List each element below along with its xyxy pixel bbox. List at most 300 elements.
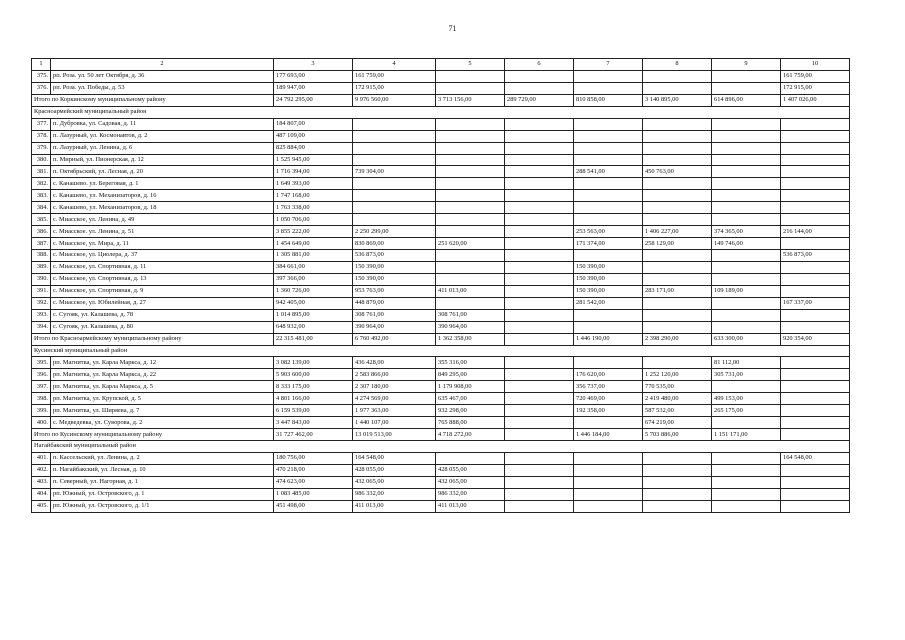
- amount-cell: 448 879,00: [353, 297, 436, 309]
- amount-cell: [505, 321, 574, 333]
- amount-cell: 161 759,00: [353, 70, 436, 82]
- amount-cell: [505, 226, 574, 238]
- section-row: [32, 106, 850, 118]
- amount-cell: [574, 250, 643, 262]
- amount-cell: 1 454 649,00: [274, 238, 353, 250]
- row-number: 375.: [32, 70, 51, 82]
- amount-cell: 1 440 107,00: [353, 417, 436, 429]
- amount-cell: 150 390,00: [574, 273, 643, 285]
- amount-cell: [353, 178, 436, 190]
- table-row: [32, 417, 850, 429]
- amount-cell: 390 964,00: [436, 321, 505, 333]
- amount-cell: [436, 261, 505, 273]
- amount-cell: 289 729,00: [505, 94, 574, 106]
- amount-cell: [643, 154, 712, 166]
- amount-cell: [643, 488, 712, 500]
- amount-cell: [505, 202, 574, 214]
- amount-cell: [436, 226, 505, 238]
- total-row: [32, 333, 850, 345]
- amount-cell: 3 447 843,00: [274, 417, 353, 429]
- amount-cell: 374 365,00: [712, 226, 781, 238]
- table-row: [32, 190, 850, 202]
- amount-cell: [505, 214, 574, 226]
- amount-cell: 4 801 166,00: [274, 393, 353, 405]
- amount-cell: 13 019 513,00: [353, 429, 436, 441]
- amount-cell: [643, 464, 712, 476]
- amount-cell: 1 747 168,00: [274, 190, 353, 202]
- amount-cell: [643, 178, 712, 190]
- amount-cell: [505, 369, 574, 381]
- amount-cell: 167 337,00: [781, 297, 850, 309]
- amount-cell: [712, 202, 781, 214]
- amount-cell: [712, 166, 781, 178]
- amount-cell: 8 333 175,00: [274, 381, 353, 393]
- amount-cell: [505, 142, 574, 154]
- address-cell: с. Миасское, ул. Спортивная, д. 13: [51, 273, 274, 285]
- column-header: 8: [643, 59, 712, 71]
- amount-cell: 4 718 272,00: [436, 429, 505, 441]
- amount-cell: 614 896,00: [712, 94, 781, 106]
- amount-cell: 986 332,00: [436, 488, 505, 500]
- amount-cell: 305 731,00: [712, 369, 781, 381]
- amount-cell: [505, 261, 574, 273]
- row-number: 384.: [32, 202, 51, 214]
- amount-cell: 1 406 227,00: [643, 226, 712, 238]
- address-cell: рп. Южный, ул. Островского, д. 1: [51, 488, 274, 500]
- amount-cell: 253 563,00: [574, 226, 643, 238]
- amount-cell: [781, 417, 850, 429]
- amount-cell: [353, 154, 436, 166]
- amount-cell: 1 050 706,00: [274, 214, 353, 226]
- amount-cell: [574, 190, 643, 202]
- amount-cell: 765 888,00: [436, 417, 505, 429]
- amount-cell: [712, 476, 781, 488]
- amount-cell: [436, 297, 505, 309]
- amount-cell: [781, 178, 850, 190]
- amount-cell: 308 761,00: [353, 309, 436, 321]
- row-number: 378.: [32, 130, 51, 142]
- total-row: [32, 429, 850, 441]
- amount-cell: 164 548,00: [353, 452, 436, 464]
- amount-cell: [643, 357, 712, 369]
- amount-cell: [712, 70, 781, 82]
- amount-cell: [712, 273, 781, 285]
- amount-cell: [574, 178, 643, 190]
- table-row: [32, 381, 850, 393]
- amount-cell: [353, 142, 436, 154]
- amount-cell: [712, 381, 781, 393]
- address-cell: с. Миасское. ул. Ленина, д. 51: [51, 226, 274, 238]
- amount-cell: 1 252 120,00: [643, 369, 712, 381]
- amount-cell: 3 140 895,00: [643, 94, 712, 106]
- table-row: [32, 488, 850, 500]
- total-row: [32, 94, 850, 106]
- address-cell: п. Дубровка, ул. Садовая, д. 11: [51, 118, 274, 130]
- amount-cell: [574, 309, 643, 321]
- amount-cell: 1 362 358,00: [436, 333, 505, 345]
- amount-cell: [781, 357, 850, 369]
- amount-cell: [712, 190, 781, 202]
- amount-cell: 6 760 492,00: [353, 333, 436, 345]
- amount-cell: 177 693,00: [274, 70, 353, 82]
- table-row: [32, 393, 850, 405]
- amount-cell: 920 354,00: [781, 333, 850, 345]
- table-row: [32, 297, 850, 309]
- amount-cell: 281 542,00: [574, 297, 643, 309]
- amount-cell: [712, 214, 781, 226]
- address-cell: с. Миасское, ул. Спортивная, д. 11: [51, 261, 274, 273]
- row-number: 386.: [32, 226, 51, 238]
- amount-cell: 2 307 180,00: [353, 381, 436, 393]
- amount-cell: 470 218,00: [274, 464, 353, 476]
- amount-cell: [781, 214, 850, 226]
- column-header: 7: [574, 59, 643, 71]
- table-row: [32, 464, 850, 476]
- amount-cell: [505, 405, 574, 417]
- amount-cell: 149 746,00: [712, 238, 781, 250]
- amount-cell: 308 761,00: [436, 309, 505, 321]
- address-cell: п. Нагайбакский, ул. Лесная, д. 10: [51, 464, 274, 476]
- amount-cell: 172 915,00: [781, 82, 850, 94]
- amount-cell: 150 390,00: [574, 261, 643, 273]
- amount-cell: 216 144,00: [781, 226, 850, 238]
- amount-cell: [781, 500, 850, 512]
- row-number: 395.: [32, 357, 51, 369]
- amount-cell: 739 304,00: [353, 166, 436, 178]
- amount-cell: 953 763,00: [353, 285, 436, 297]
- amount-cell: [505, 297, 574, 309]
- amount-cell: 648 932,00: [274, 321, 353, 333]
- amount-cell: 942 405,00: [274, 297, 353, 309]
- address-cell: с. Миасское, ул. Мира, д. 11: [51, 238, 274, 250]
- address-cell: п. Октябрьский, ул. Лесная, д. 20: [51, 166, 274, 178]
- table-row: [32, 178, 850, 190]
- amount-cell: 5 703 886,00: [643, 429, 712, 441]
- amount-cell: [436, 452, 505, 464]
- address-cell: рп. Магнитка, ул. Карла Маркса, д. 12: [51, 357, 274, 369]
- amount-cell: [643, 250, 712, 262]
- amount-cell: 4 274 569,00: [353, 393, 436, 405]
- amount-cell: [505, 285, 574, 297]
- address-cell: с. Сугояк, ул. Калашева, д. 80: [51, 321, 274, 333]
- table-row: [32, 500, 850, 512]
- amount-cell: [436, 178, 505, 190]
- amount-cell: [712, 417, 781, 429]
- amount-cell: [505, 82, 574, 94]
- row-number: 390.: [32, 273, 51, 285]
- amount-cell: [643, 70, 712, 82]
- amount-cell: [574, 118, 643, 130]
- amount-cell: 1 649 393,00: [274, 178, 353, 190]
- amount-cell: [712, 500, 781, 512]
- amount-cell: 428 055,00: [353, 464, 436, 476]
- amount-cell: [712, 464, 781, 476]
- section-row: [32, 345, 850, 357]
- amount-cell: 499 153,00: [712, 393, 781, 405]
- address-cell: рп. Магнитка, ул. Ширяева, д. 7: [51, 405, 274, 417]
- table-row: [32, 405, 850, 417]
- amount-cell: [505, 464, 574, 476]
- amount-cell: [712, 250, 781, 262]
- address-cell: рп. Магнитка, ул. Карла Маркса, д. 5: [51, 381, 274, 393]
- amount-cell: 1 763 338,00: [274, 202, 353, 214]
- row-number: 380.: [32, 154, 51, 166]
- amount-cell: [505, 70, 574, 82]
- total-label: Итого по Коркинскому муниципальному району: [32, 94, 274, 106]
- amount-cell: [781, 273, 850, 285]
- address-cell: с. Миасское, ул. Спортивная, д. 9: [51, 285, 274, 297]
- row-number: 391.: [32, 285, 51, 297]
- amount-cell: 176 620,00: [574, 369, 643, 381]
- amount-cell: [574, 321, 643, 333]
- amount-cell: [505, 273, 574, 285]
- amount-cell: 150 390,00: [574, 285, 643, 297]
- amount-cell: 1 305 881,00: [274, 250, 353, 262]
- amount-cell: [505, 250, 574, 262]
- data-table: [31, 58, 850, 513]
- address-cell: с. Канашево, ул. Механизаторов, д. 18: [51, 202, 274, 214]
- amount-cell: [643, 476, 712, 488]
- section-title: Нагайбакский муниципальный район: [32, 441, 850, 453]
- amount-cell: [781, 369, 850, 381]
- address-cell: п. Кассельский, ул. Ленина, д. 2: [51, 452, 274, 464]
- amount-cell: 150 390,00: [353, 261, 436, 273]
- amount-cell: 172 915,00: [353, 82, 436, 94]
- amount-cell: [505, 500, 574, 512]
- amount-cell: 487 109,00: [274, 130, 353, 142]
- amount-cell: [643, 452, 712, 464]
- amount-cell: 536 873,00: [781, 250, 850, 262]
- amount-cell: 1 446 184,00: [574, 429, 643, 441]
- amount-cell: [781, 166, 850, 178]
- amount-cell: 390 964,00: [353, 321, 436, 333]
- amount-cell: [781, 238, 850, 250]
- amount-cell: [353, 214, 436, 226]
- amount-cell: [574, 214, 643, 226]
- amount-cell: 411 013,00: [353, 500, 436, 512]
- row-number: 398.: [32, 393, 51, 405]
- row-number: 396.: [32, 369, 51, 381]
- address-cell: п. Мирный, ул. Пионерская, д. 12: [51, 154, 274, 166]
- total-label: Итого по Кусинскому муниципальному району: [32, 429, 274, 441]
- amount-cell: 436 428,00: [353, 357, 436, 369]
- address-cell: с. Медведевка, ул. Суворова, д. 2: [51, 417, 274, 429]
- table-row: [32, 154, 850, 166]
- amount-cell: 384 661,00: [274, 261, 353, 273]
- table-row: [32, 273, 850, 285]
- amount-cell: [712, 142, 781, 154]
- total-label: Итого по Красноармейскому муниципальному району: [32, 333, 274, 345]
- row-number: 377.: [32, 118, 51, 130]
- amount-cell: 5 903 600,00: [274, 369, 353, 381]
- amount-cell: [505, 118, 574, 130]
- row-number: 383.: [32, 190, 51, 202]
- amount-cell: [781, 476, 850, 488]
- amount-cell: 81 112,00: [712, 357, 781, 369]
- amount-cell: [436, 202, 505, 214]
- amount-cell: [574, 452, 643, 464]
- amount-cell: 986 332,00: [353, 488, 436, 500]
- amount-cell: [712, 178, 781, 190]
- amount-cell: [574, 202, 643, 214]
- amount-cell: [643, 500, 712, 512]
- amount-cell: [643, 261, 712, 273]
- amount-cell: [353, 190, 436, 202]
- column-header: 6: [505, 59, 574, 71]
- amount-cell: 1 014 895,00: [274, 309, 353, 321]
- amount-cell: 428 055,00: [436, 464, 505, 476]
- row-number: 382.: [32, 178, 51, 190]
- amount-cell: 2 398 290,00: [643, 333, 712, 345]
- amount-cell: 474 623,00: [274, 476, 353, 488]
- amount-cell: [574, 488, 643, 500]
- table-row: [32, 118, 850, 130]
- amount-cell: 635 467,00: [436, 393, 505, 405]
- amount-cell: [643, 82, 712, 94]
- amount-cell: 536 873,00: [353, 250, 436, 262]
- amount-cell: [781, 464, 850, 476]
- amount-cell: [505, 429, 574, 441]
- amount-cell: [712, 309, 781, 321]
- table-row: [32, 309, 850, 321]
- amount-cell: 164 548,00: [781, 452, 850, 464]
- amount-cell: 1 525 945,00: [274, 154, 353, 166]
- row-number: 376.: [32, 82, 51, 94]
- amount-cell: [643, 118, 712, 130]
- amount-cell: [781, 393, 850, 405]
- column-header: 4: [353, 59, 436, 71]
- amount-cell: [781, 309, 850, 321]
- amount-cell: [712, 452, 781, 464]
- address-cell: с. Сугояк, ул. Калашева, д. 78: [51, 309, 274, 321]
- amount-cell: [712, 82, 781, 94]
- amount-cell: [505, 393, 574, 405]
- amount-cell: 288 541,00: [574, 166, 643, 178]
- row-number: 403.: [32, 476, 51, 488]
- amount-cell: 9 976 560,00: [353, 94, 436, 106]
- amount-cell: 180 756,00: [274, 452, 353, 464]
- address-cell: п. Лазурный, ул. Космонавтов, д. 2: [51, 130, 274, 142]
- table-row: [32, 238, 850, 250]
- amount-cell: 3 855 222,00: [274, 226, 353, 238]
- page-number: 71: [448, 24, 457, 33]
- amount-cell: [712, 321, 781, 333]
- table-row: [32, 130, 850, 142]
- table-row: [32, 142, 850, 154]
- amount-cell: [781, 405, 850, 417]
- amount-cell: [643, 202, 712, 214]
- amount-cell: [781, 130, 850, 142]
- amount-cell: [505, 130, 574, 142]
- amount-cell: 22 315 481,00: [274, 333, 353, 345]
- amount-cell: [505, 488, 574, 500]
- amount-cell: 1 977 363,00: [353, 405, 436, 417]
- amount-cell: [574, 70, 643, 82]
- amount-cell: 192 358,00: [574, 405, 643, 417]
- amount-cell: [712, 297, 781, 309]
- table-row: [32, 285, 850, 297]
- amount-cell: [505, 238, 574, 250]
- amount-cell: 932 298,00: [436, 405, 505, 417]
- amount-cell: [643, 142, 712, 154]
- row-number: 392.: [32, 297, 51, 309]
- amount-cell: [436, 82, 505, 94]
- amount-cell: [505, 166, 574, 178]
- table-row: [32, 261, 850, 273]
- amount-cell: 2 419 480,00: [643, 393, 712, 405]
- amount-cell: 189 947,00: [274, 82, 353, 94]
- row-number: 399.: [32, 405, 51, 417]
- amount-cell: [436, 70, 505, 82]
- amount-cell: 109 189,00: [712, 285, 781, 297]
- amount-cell: [781, 261, 850, 273]
- amount-cell: [505, 452, 574, 464]
- table-row: [32, 214, 850, 226]
- table-row: [32, 452, 850, 464]
- row-number: 385.: [32, 214, 51, 226]
- amount-cell: [436, 154, 505, 166]
- amount-cell: [574, 154, 643, 166]
- amount-cell: [574, 476, 643, 488]
- amount-cell: [712, 130, 781, 142]
- amount-cell: 161 759,00: [781, 70, 850, 82]
- column-header: 5: [436, 59, 505, 71]
- address-cell: рп. Магнитка, ул. Карла Маркса, д. 22: [51, 369, 274, 381]
- column-header: 3: [274, 59, 353, 71]
- row-number: 402.: [32, 464, 51, 476]
- amount-cell: [643, 130, 712, 142]
- amount-cell: 1 151 171,00: [712, 429, 781, 441]
- amount-cell: [353, 118, 436, 130]
- amount-cell: [574, 82, 643, 94]
- row-number: 389.: [32, 261, 51, 273]
- amount-cell: 397 366,00: [274, 273, 353, 285]
- header-row: [32, 59, 850, 71]
- amount-cell: [781, 154, 850, 166]
- column-header: 9: [712, 59, 781, 71]
- amount-cell: [781, 142, 850, 154]
- amount-cell: 356 737,00: [574, 381, 643, 393]
- row-number: 379.: [32, 142, 51, 154]
- amount-cell: [781, 429, 850, 441]
- row-number: 400.: [32, 417, 51, 429]
- address-cell: рп. Роза. ул. Победы, д. 53: [51, 82, 274, 94]
- amount-cell: [436, 118, 505, 130]
- section-title: Красноармейский муниципальный район: [32, 106, 850, 118]
- address-cell: с. Канашево. ул. Береговая, д. 1: [51, 178, 274, 190]
- table-row: [32, 82, 850, 94]
- amount-cell: [436, 130, 505, 142]
- amount-cell: 849 295,00: [436, 369, 505, 381]
- amount-cell: [574, 130, 643, 142]
- amount-cell: [574, 142, 643, 154]
- amount-cell: 720 469,00: [574, 393, 643, 405]
- amount-cell: [505, 154, 574, 166]
- amount-cell: [353, 202, 436, 214]
- amount-cell: 432 065,00: [436, 476, 505, 488]
- amount-cell: 31 727 462,00: [274, 429, 353, 441]
- amount-cell: [781, 202, 850, 214]
- amount-cell: 355 316,00: [436, 357, 505, 369]
- amount-cell: 830 869,00: [353, 238, 436, 250]
- amount-cell: 587 532,00: [643, 405, 712, 417]
- table-row: [32, 369, 850, 381]
- amount-cell: 265 175,00: [712, 405, 781, 417]
- amount-cell: [574, 357, 643, 369]
- address-cell: п. Северный, ул. Нагорная, д. 1: [51, 476, 274, 488]
- row-number: 404.: [32, 488, 51, 500]
- amount-cell: 150 390,00: [353, 273, 436, 285]
